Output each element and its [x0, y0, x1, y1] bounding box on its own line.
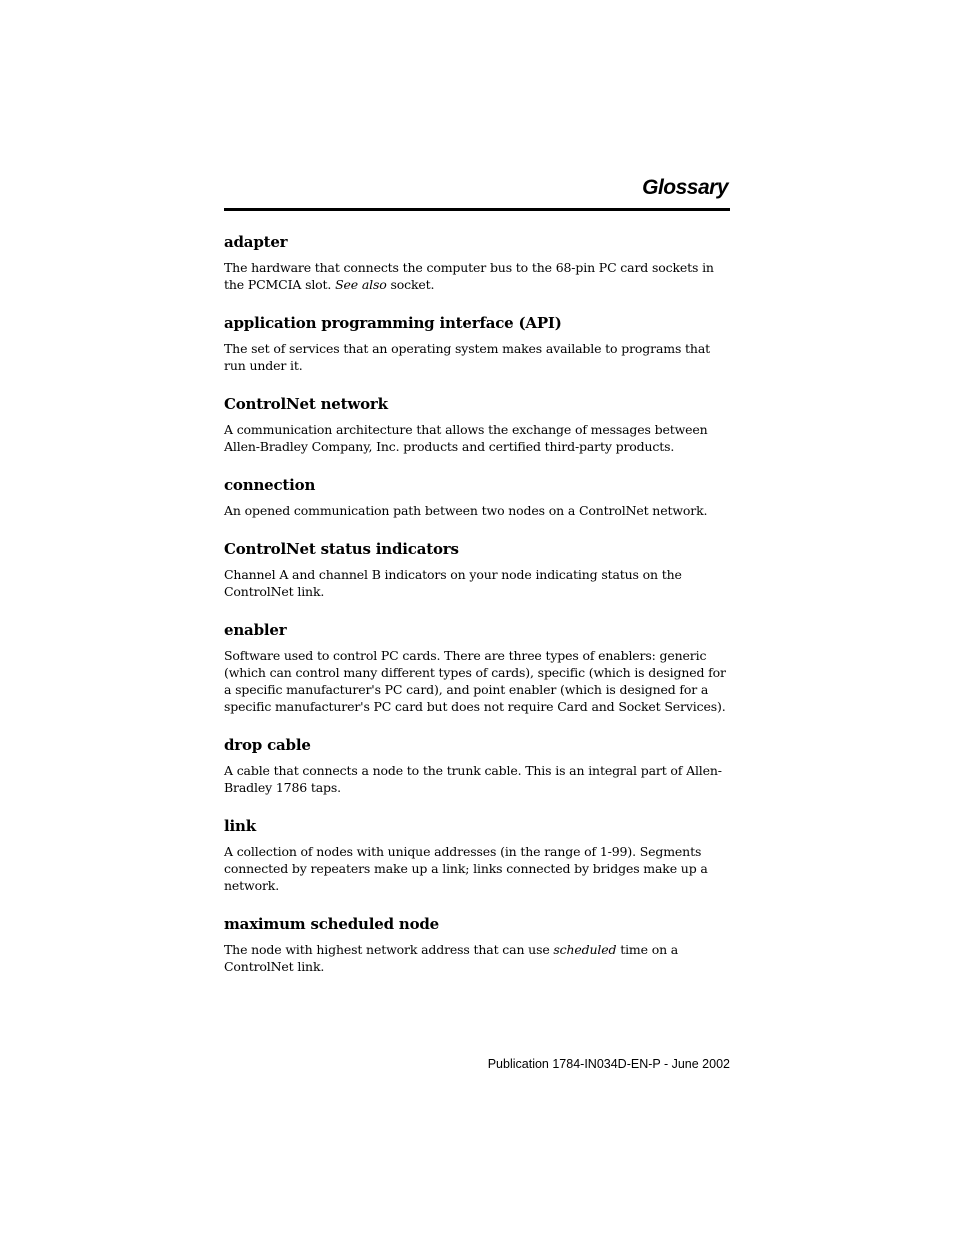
- glossary-term: connection: [224, 476, 316, 494]
- title-rule: [224, 208, 730, 211]
- definition-see-also: See also: [335, 277, 387, 292]
- definition-text: The hardware that connects the computer bus to the 68-pin PC card sockets in the PCMCIA slot.: [224, 260, 714, 292]
- glossary-entry-maximum-scheduled-node: [224, 913, 730, 975]
- glossary-list: [224, 231, 730, 994]
- definition-scheduled: scheduled: [553, 942, 617, 957]
- glossary-definition: [224, 941, 730, 975]
- glossary-definition: Channel A and channel B indicators on your node indicating status on the ControlNet link.: [224, 567, 682, 599]
- glossary-definition: A communication architecture that allows the exchange of messages between Allen-Bradley Company, Inc. products and certified third-party products.: [224, 422, 708, 454]
- glossary-definition: An opened communication path between two nodes on a ControlNet network.: [224, 503, 708, 518]
- glossary-entry-connection: [224, 474, 730, 519]
- definition-text-tail: time on a ControlNet link.: [224, 942, 679, 974]
- glossary-definition: A collection of nodes with unique addresses (in the range of 1-99). Segments connected by repeaters make up a link; links connected by bridges make up a network.: [224, 844, 708, 893]
- glossary-term: maximum scheduled node: [224, 915, 440, 933]
- glossary-entry-api: [224, 312, 730, 374]
- glossary-term: ControlNet status indicators: [224, 540, 459, 558]
- glossary-entry-status-indicators: [224, 538, 730, 600]
- glossary-term: application programming interface (API): [224, 314, 562, 332]
- page-title: Glossary: [642, 176, 728, 199]
- glossary-term: ControlNet network: [224, 395, 388, 413]
- definition-text: The node with highest network address that can use: [224, 942, 554, 957]
- glossary-definition: A cable that connects a node to the trunk cable. This is an integral part of Allen-Bradley 1786 taps.: [224, 763, 722, 795]
- glossary-definition: The set of services that an operating system makes available to programs that run under it.: [224, 341, 711, 373]
- glossary-entry-controlnet-network: [224, 393, 730, 455]
- publication-footer: Publication 1784-IN034D-EN-P - June 2002: [487, 1057, 730, 1071]
- glossary-entry-link: [224, 815, 730, 894]
- glossary-term: enabler: [224, 621, 287, 639]
- glossary-term: adapter: [224, 233, 288, 251]
- glossary-term: link: [224, 817, 256, 835]
- glossary-entry-enabler: [224, 619, 730, 715]
- glossary-definition: Software used to control PC cards. There are three types of enablers: generic (which can control many different types of cards), specific (which is designed for a specific manufacturer's PC card), and point enabler (which is designed for a specific manufacturer's PC card but does not require Card and Socket Services).: [224, 648, 726, 714]
- glossary-term: drop cable: [224, 736, 311, 754]
- glossary-entry-drop-cable: [224, 734, 730, 796]
- definition-text-tail: socket.: [386, 277, 435, 292]
- glossary-definition: [224, 259, 730, 293]
- glossary-entry-adapter: [224, 231, 730, 293]
